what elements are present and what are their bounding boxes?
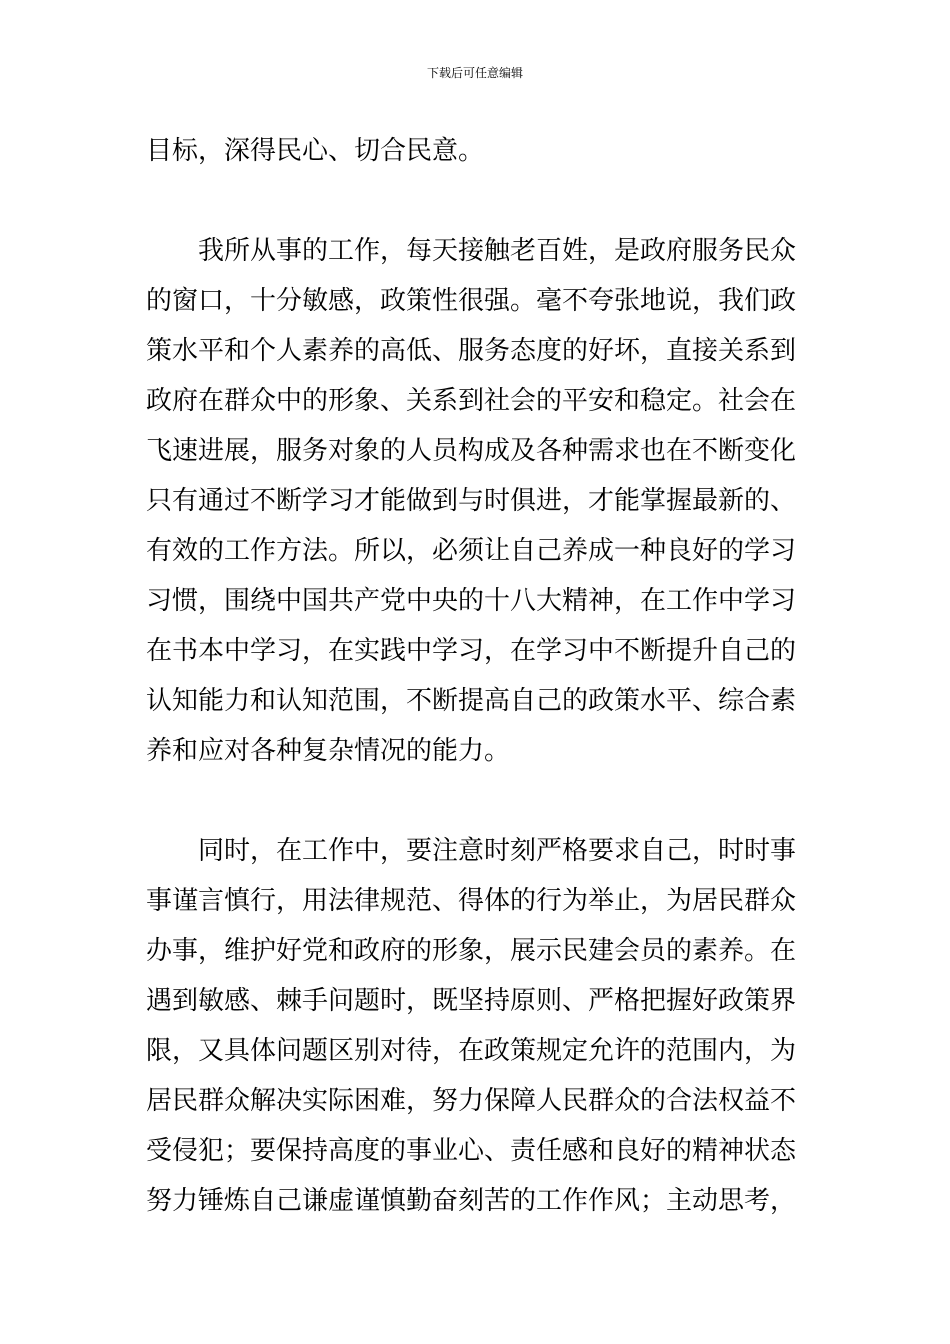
page-header-note: 下载后可任意编辑 [426, 66, 523, 80]
paragraph-line: 遇到敏感、棘手问题时，既坚持原则、严格把握好政策界 [146, 986, 797, 1016]
paragraph-line: 我所从事的工作，每天接触老百姓，是政府服务民众 [198, 236, 797, 266]
paragraph-gap [146, 776, 806, 826]
paragraph-line: 受侵犯；要保持高度的事业心、责任感和良好的精神状态 [146, 1136, 797, 1166]
paragraph-line: 只有通过不断学习才能做到与时俱进，才能掌握最新的、 [146, 486, 797, 516]
paragraph-line: 策水平和个人素养的高低、服务态度的好坏，直接关系到 [146, 336, 797, 366]
paragraph-2 [146, 226, 806, 776]
paragraph-line: 政府在群众中的形象、关系到社会的平安和稳定。社会在 [146, 386, 797, 416]
paragraph-line: 的窗口，十分敏感，政策性很强。毫不夸张地说，我们政 [146, 286, 797, 316]
paragraph-line: 居民群众解决实际困难，努力保障人民群众的合法权益不 [146, 1086, 797, 1116]
paragraph-line: 养和应对各种复杂情况的能力。 [146, 736, 511, 766]
paragraph-1 [146, 126, 806, 176]
paragraph-line: 习惯，围绕中国共产党中央的十八大精神，在工作中学习 [146, 586, 797, 616]
paragraph-line: 限，又具体问题区别对待，在政策规定允许的范围内，为 [146, 1036, 797, 1066]
document-body [146, 126, 806, 1226]
paragraph-line: 有效的工作方法。所以，必须让自己养成一种良好的学习 [146, 536, 797, 566]
paragraph-3 [146, 826, 806, 1226]
paragraph-line: 认知能力和认知范围，不断提高自己的政策水平、综合素 [146, 686, 797, 716]
paragraph-line: 目标，深得民心、切合民意。 [146, 136, 485, 166]
paragraph-line: 努力锤炼自己谦虚谨慎勤奋刻苦的工作作风；主动思考， [146, 1186, 797, 1216]
paragraph-line: 办事，维护好党和政府的形象，展示民建会员的素养。在 [146, 936, 797, 966]
paragraph-line: 在书本中学习，在实践中学习，在学习中不断提升自己的 [146, 636, 797, 666]
paragraph-gap [146, 176, 806, 226]
paragraph-line: 事谨言慎行，用法律规范、得体的行为举止，为居民群众 [146, 886, 797, 916]
paragraph-line: 同时，在工作中，要注意时刻严格要求自己，时时事 [198, 836, 797, 866]
paragraph-line: 飞速进展，服务对象的人员构成及各种需求也在不断变化 [146, 436, 797, 466]
